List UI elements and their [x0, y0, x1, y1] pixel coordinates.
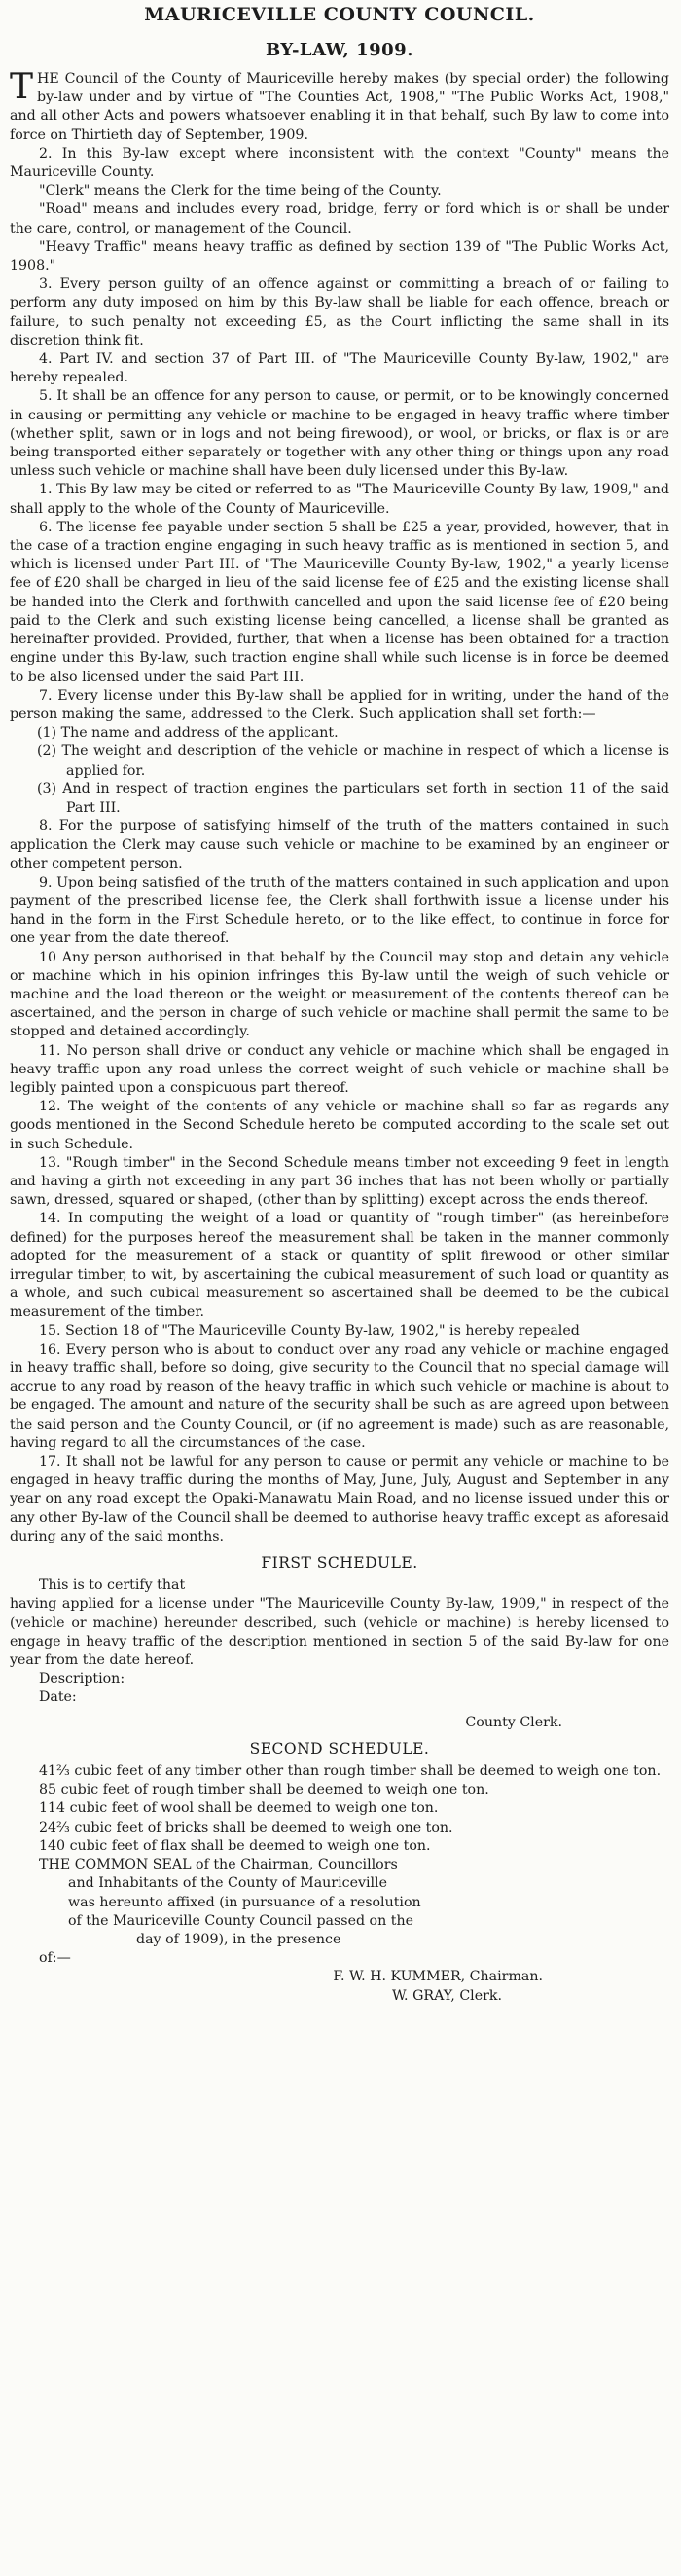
clause-7: 7. Every license under this By-law shall be applied for in writing, under the hand of the person making the same, addressed to the Clerk. Such application shall set forth:—: [10, 687, 669, 722]
definition-road: "Road" means and includes every road, bridge, ferry or ford which is or shall be under the care, control, or management of the Council.: [10, 201, 669, 236]
clause-5: 5. It shall be an offence for any person to cause, or permit, or to be knowingly concerned in causing or permitting any vehicle or machine to be engaged in heavy traffic where timber (whether split, sawn or in logs and not being firewood), or wool, or bricks, or flax is or are being transported either separately or together with any other thing or things upon any road unless such vehicle or machine shall have been duly licensed under this By-law.: [10, 388, 669, 480]
clerk-signature: W. GRAY, Clerk.: [391, 1987, 502, 2004]
seal-line: and Inhabitants of the County of Mauriceville: [68, 1875, 387, 1892]
subclause-2: (2) The weight and description of the vehicle or machine in respect of which a license is applied for.: [37, 744, 669, 779]
clause-8: 8. For the purpose of satisfying himself of the truth of the matters contained in such application the Clerk may cause such vehicle or machine to be examined by an engineer or other competent person.: [10, 818, 669, 872]
clause-4: 4. Part IV. and section 37 of Part III. of "The Mauriceville County By-law, 1902," are hereby repealed.: [10, 351, 669, 386]
first-schedule: [10, 1554, 669, 1732]
common-seal-block: [10, 1856, 669, 2006]
clause-13: 13. "Rough timber" in the Second Schedule means timber not exceeding 9 feet in length and having a girth not exceeding in any part 36 inches that has not been wholly or partially sawn, dressed, squared or shaped, (other than by splitting) except across the ends thereof.: [10, 1154, 669, 1209]
chairman-signature: F. W. H. KUMMER, Chairman.: [333, 1969, 543, 1985]
schedule-item: 41⅔ cubic feet of any timber other than rough timber shall be deemed to weigh one ton.: [39, 1763, 662, 1780]
clause-12: 12. The weight of the contents of any vehicle or machine shall so far as regards any goods mentioned in the Second Schedule hereto be computed according to the scale set out in such Schedule.: [10, 1099, 669, 1152]
seal-line: THE COMMON SEAL of the Chairman, Councillors: [39, 1857, 398, 1873]
clause-1: 1. This By law may be cited or referred to as "The Mauriceville County By-law, 1909," and shall apply to the whole of the County of Mauriceville.: [10, 482, 669, 517]
county-clerk-signatory: County Clerk.: [465, 1714, 562, 1730]
clause-16: 16. Every person who is about to conduct over any road any vehicle or machine engaged in heavy traffic shall, before so doing, give security to the Council that no special damage will accrue to any road by reason of the heavy traffic in which such vehicle or machine is about to be engaged. The amount and nature of the security shall be such as are agreed upon between the said person and the County Council, or (if no agreement is made) such as are reasonable, having regard to all the circumstances of the case.: [10, 1341, 669, 1451]
intro-text: HE Council of the County of Mauriceville hereby makes (by special order) the following by-law under and by virtue of "The Counties Act, 1908," "The Public Works Act, 1908," and all other Acts and powers whatsoever enabling it in that behalf, such By law to come into force on Thirtieth day of September, 1909.: [10, 71, 669, 143]
schedule-item: 24⅔ cubic feet of bricks shall be deemed to weigh one ton.: [39, 1819, 453, 1835]
clause-11: 11. No person shall drive or conduct any vehicle or machine which shall be engaged in heavy traffic upon any road unless the correct weight of such vehicle or machine shall be legibly painted upon a conspicuous part thereof.: [10, 1042, 669, 1096]
subclause-1: (1) The name and address of the applicant.: [37, 725, 339, 742]
schedule-item: 114 cubic feet of wool shall be deemed to weigh one ton.: [39, 1800, 439, 1817]
document-subtitle: BY-LAW, 1909.: [266, 40, 413, 60]
intro-paragraph: [10, 67, 669, 145]
clause-2: 2. In this By-law except where inconsistent with the context "County" means the Mauriceville County.: [10, 145, 669, 181]
first-schedule-heading: FIRST SCHEDULE.: [261, 1554, 418, 1573]
clause-17: 17. It shall not be lawful for any person to cause or permit any vehicle or machine to be engaged in heavy traffic during the months of May, June, July, August and September in any year on any road except the Opaki-Manawatu Main Road, and no license issued under this or any other By-law of the Council shall be deemed to authorise heavy traffic except as aforesaid during any of the said months.: [10, 1454, 669, 1544]
definition-clerk: "Clerk" means the Clerk for the time being of the County.: [39, 183, 442, 200]
date-label: Date:: [39, 1689, 77, 1706]
drop-cap: T: [10, 67, 34, 107]
certify-line: This is to certify that: [39, 1578, 186, 1594]
bylaw-body: [10, 67, 669, 2006]
clause-14: 14. In computing the weight of a load or quantity of "rough timber" (as hereinbefore defined) for the purposes hereof the measurement shall be taken in the manner commonly adopted for the measurement of a stack or quantity of split firewood or other similar irregular timber, to wit, by ascertaining the cubical measurement of such load or quantity as a whole, and such cubical measurement so ascertained shall be deemed to be the cubical measurement of the timber.: [10, 1211, 669, 1321]
schedule-item: 140 cubic feet of flax shall be deemed to weigh one ton.: [39, 1837, 431, 1854]
clause-10: 10 Any person authorised in that behalf by the Council may stop and detain any vehicle or machine which in his opinion infringes this By-law until the weigh of such vehicle or machine and the load thereon or the weight or measurement of the contents thereof can be ascertained, and the person in charge of such vehicle or machine shall permit the same to be stopped and detained accordingly.: [10, 949, 669, 1040]
definition-heavy-traffic: "Heavy Traffic" means heavy traffic as defined by section 139 of "The Public Works Act, 1908.": [10, 238, 669, 274]
seal-line: day of 1909), in the presence: [136, 1931, 341, 1947]
schedule-item: 85 cubic feet of rough timber shall be deemed to weigh one ton.: [39, 1782, 489, 1798]
description-label: Description:: [39, 1671, 125, 1687]
second-schedule-heading: SECOND SCHEDULE.: [249, 1739, 430, 1758]
seal-line: of the Mauriceville County Council passed on the: [68, 1912, 413, 1929]
subclause-3: (3) And in respect of traction engines the particulars set forth in section 11 of the said Part III.: [37, 780, 669, 816]
seal-line: was hereunto affixed (in pursuance of a resolution: [68, 1894, 421, 1910]
clause-3: 3. Every person guilty of an offence against or committing a breach of or failing to perform any duty imposed on him by this By-law shall be liable for each offence, breach or failure, to such penalty not exceeding £5, as the Court inflicting the same shall in its discretion think fit.: [10, 276, 669, 348]
seal-line: of:—: [39, 1950, 71, 1967]
first-schedule-body: having applied for a license under "The Mauriceville County By-law, 1909," in respect of the (vehicle or machine) hereunder described, such (vehicle or machine) is hereby licensed to engage in heavy traffic of the description mentioned in section 5 of the said By-law for one year from the date hereof.: [10, 1596, 669, 1669]
clause-9: 9. Upon being satisfied of the truth of the matters contained in such application and upon payment of the prescribed license fee, the Clerk shall forthwith issue a license under his hand in the form in the First Schedule hereto, or to the like effect, to continue in force for one year from the date thereof.: [10, 874, 669, 947]
document-title: MAURICEVILLE COUNTY COUNCIL.: [144, 4, 535, 25]
second-schedule: [10, 1740, 669, 1856]
clause-6: 6. The license fee payable under section 5 shall be £25 a year, provided, however, that in the case of a traction engine engaging in such heavy traffic as is mentioned in section 5, and which is licensed under Part III. of "The Mauriceville County By-law, 1902," a yearly license fee of £20 shall be charged in lieu of the said license fee of £25 and the existing license shall be handed into the Clerk and forthwith cancelled and upon the said license fee of £20 being paid to the Clerk and such existing license being cancelled, a license shall be granted as hereinafter provided. Provided, further, that when a license has been obtained for a traction engine under this By-law, such traction engine shall while such license is in force be deemed to be also licensed under the said Part III.: [10, 519, 669, 685]
clause-15: 15. Section 18 of "The Mauriceville County By-law, 1902," is hereby repealed: [39, 1323, 580, 1339]
